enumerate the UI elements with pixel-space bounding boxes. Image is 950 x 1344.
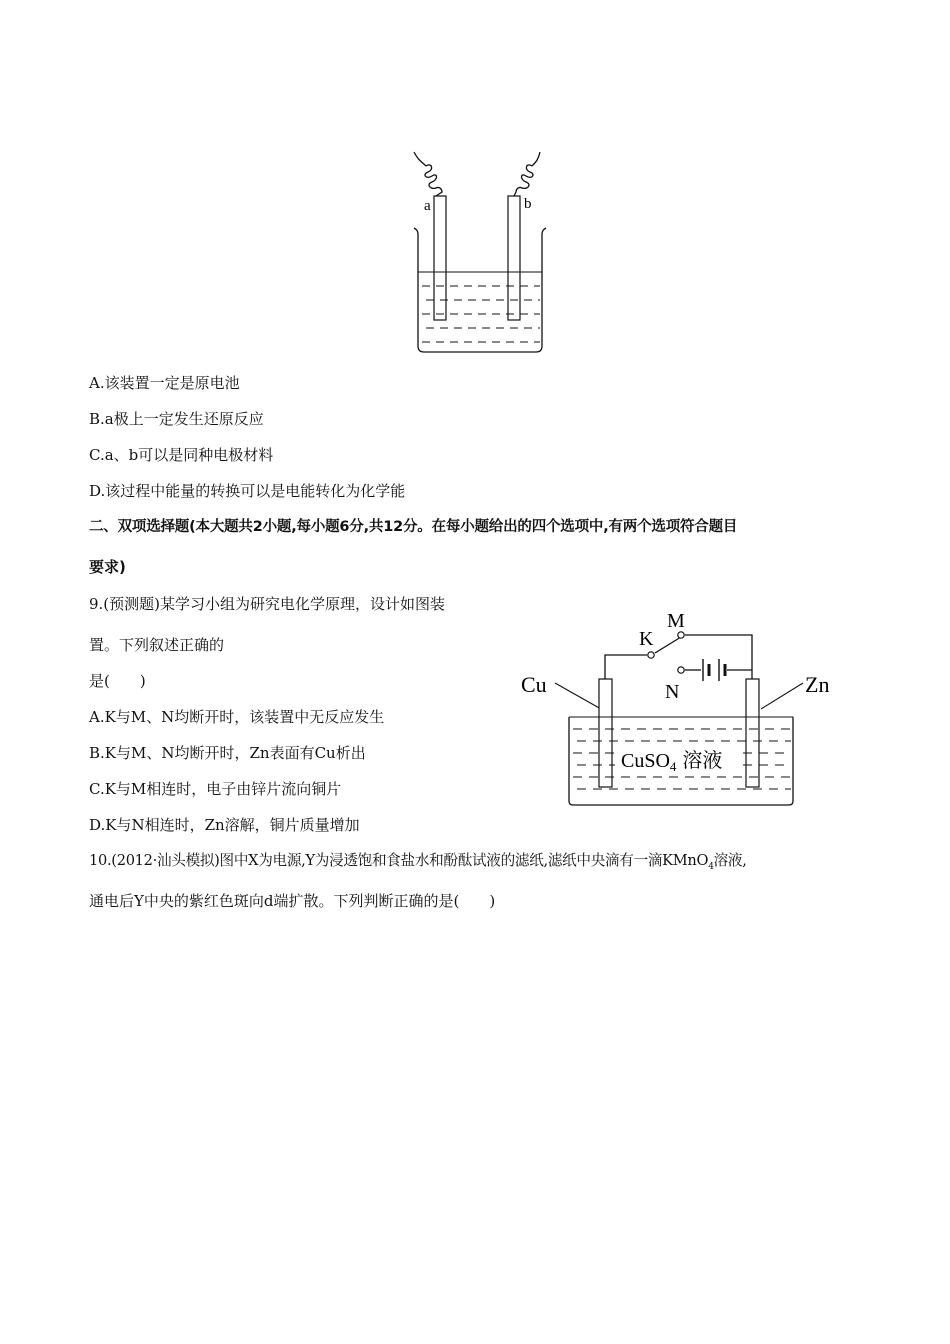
electrode-b [508, 196, 520, 320]
q8-option-a: A.该装置一定是原电池 [89, 374, 240, 392]
wire-coil-a [414, 152, 442, 196]
solution-formula: CuSO [621, 750, 670, 772]
q9-stem-line2: 置。下列叙述正确的 [89, 636, 225, 654]
battery-icon [703, 659, 725, 681]
q10-stem-line1 [89, 851, 747, 877]
cu-leader-line [555, 683, 601, 709]
electrolysis-beaker-figure [400, 148, 560, 358]
label-m: M [667, 610, 685, 632]
q9-option-c: C.K与M相连时，电子由锌片流向铜片 [89, 780, 342, 798]
label-n: N [665, 681, 680, 703]
section-heading-line2: 要求) [89, 558, 126, 576]
q9-option-a: A.K与M、N均断开时，该装置中无反应发生 [89, 708, 385, 726]
q10-line1-subscript: 4 [708, 861, 714, 872]
switch-terminal-m [678, 632, 684, 638]
q10-line1-part2: 溶液, [713, 852, 747, 869]
q9-option-b: B.K与M、N均断开时，Zn表面有Cu析出 [89, 744, 366, 762]
solution-word: 溶液 [682, 748, 723, 772]
q9-stem-line3: 是( ) [89, 672, 146, 690]
electrode-zn [746, 679, 759, 787]
q10-stem-line2: 通电后Y中央的紫红色斑向d端扩散。下列判断正确的是( ) [89, 892, 496, 910]
q9-option-d: D.K与N相连时，Zn溶解，铜片质量增加 [89, 816, 360, 834]
zn-leader-line [761, 683, 803, 709]
label-cu: Cu [521, 672, 547, 697]
section-heading-line1: 二、双项选择题(本大题共2小题,每小题6分,共12分。在每小题给出的四个选项中,有两个选项符合题目 [89, 519, 738, 535]
galvanic-cell-figure [515, 605, 845, 810]
electrode-a [434, 196, 446, 320]
label-k: K [639, 628, 654, 650]
q8-option-d: D.该过程中能量的转换可以是电能转化为化学能 [89, 482, 406, 500]
switch-terminal-k [648, 652, 654, 658]
label-zn: Zn [805, 672, 830, 697]
q8-option-c: C.a、b可以是同种电极材料 [89, 446, 274, 464]
q9-stem-line1: 9.(预测题)某学习小组为研究电化学原理，设计如图装 [89, 595, 446, 613]
switch-terminal-n [678, 667, 684, 673]
label-a: a [424, 198, 431, 214]
label-b: b [524, 196, 532, 212]
electrode-cu [599, 679, 612, 787]
q8-option-b: B.a极上一定发生还原反应 [89, 410, 264, 428]
q10-line1-part1: 10.(2012·汕头模拟)图中X为电源,Y为浸透饱和食盐水和酚酞试液的滤纸,滤纸中央滴有一滴KMnO [89, 852, 709, 869]
wire-coil-b [514, 152, 540, 196]
solution-subscript: 4 [669, 759, 677, 774]
